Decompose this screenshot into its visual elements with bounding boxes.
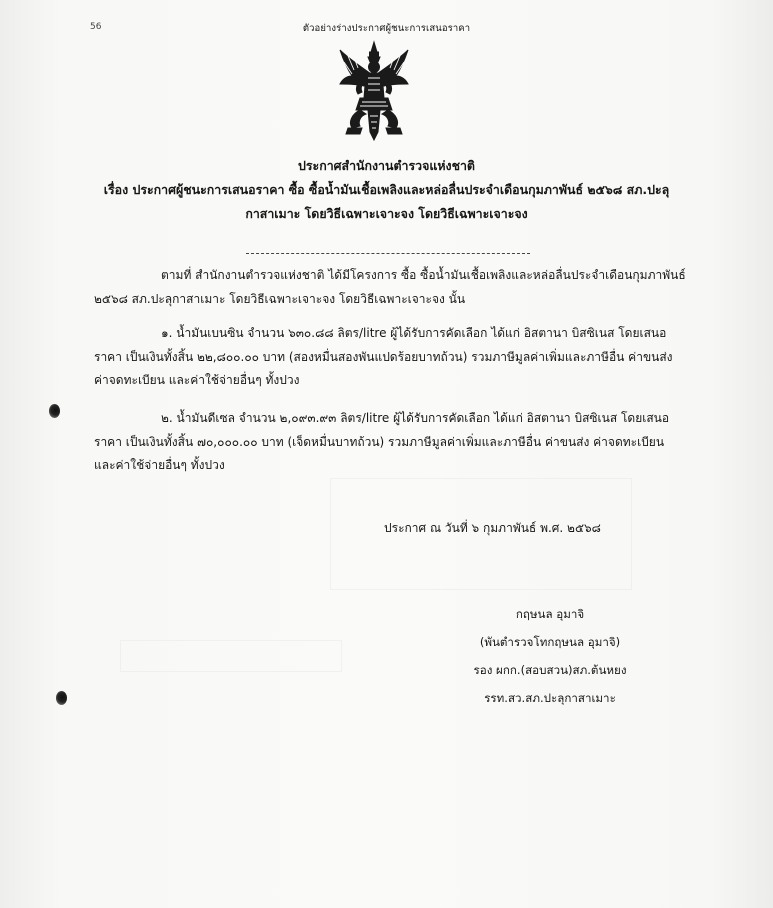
intro-paragraph (94, 264, 686, 311)
title-line: เรื่อง ประกาศผู้ชนะการเสนอราคา ซื้อ ซื้อน้ำมันเชื้อเพลิงและหล่อลื่นประจำเดือนกุมภาพันธ์ ๒๕๖๘ สภ.ปะลุ (103, 182, 670, 197)
divider-line (246, 253, 530, 254)
signature-block (420, 600, 680, 712)
paragraph-line: ๑. น้ำมันเบนซิน จำนวน ๖๓๐.๘๘ ลิตร/litre ผู้ได้รับการคัดเลือก ได้แก่ อิสตานา บิสซิเนส โดยเสนอ (161, 326, 667, 340)
paragraph-line: ราคา เป็นเงินทั้งสิ้น ๒๒,๘๐๐.๐๐ บาท (สองหมื่นสองพันแปดร้อยบาทถ้วน) รวมภาษีมูลค่าเพิ่มและภาษีอื่น ค่าขนส่ง (94, 349, 673, 364)
punch-hole (49, 404, 60, 418)
show-through-box (120, 640, 342, 672)
page-number: 56 (90, 22, 102, 32)
award-item-1 (94, 322, 673, 393)
paragraph-line: ค่าจดทะเบียน และค่าใช้จ่ายอื่นๆ ทั้งปวง (94, 373, 300, 387)
award-item-2 (94, 407, 669, 478)
signer-position: รอง ผกก.(สอบสวน)สภ.ต้นหยง (473, 663, 627, 677)
paragraph-line: ๒. น้ำมันดีเซล จำนวน ๒,๐๙๓.๙๓ ลิตร/litre ผู้ได้รับการคัดเลือก ได้แก่ อิสตานา บิสซิเนส โดยเสนอ (161, 411, 670, 425)
paragraph-line: ๒๕๖๘ สภ.ปะลุกาสาเมาะ โดยวิธีเฉพาะเจาะจง โดยวิธีเฉพาะเจาะจง นั้น (94, 291, 466, 306)
header-note: ตัวอย่างร่างประกาศผู้ชนะการเสนอราคา (302, 23, 471, 34)
signer-full-title: (พันตำรวจโทกฤษนล อุมาจิ) (479, 635, 621, 649)
paragraph-line: ตามที่ สำนักงานตำรวจแห่งชาติ ได้มีโครงการ ซื้อ ซื้อน้ำมันเชื้อเพลิงและหล่อลื่นประจำเดือนกุมภาพันธ์ (161, 268, 686, 282)
signer-acting-position: รรท.สว.สภ.ปะลุกาสาเมาะ (484, 691, 616, 705)
signer-name: กฤษนล อุมาจิ (515, 607, 585, 621)
punch-hole (56, 691, 67, 705)
announcement-date: ประกาศ ณ วันที่ ๖ กุมภาพันธ์ พ.ศ. ๒๕๖๘ (384, 521, 601, 535)
garuda-emblem-icon (338, 40, 410, 150)
title-block (60, 154, 713, 226)
title-line: ประกาศสำนักงานตำรวจแห่งชาติ (298, 158, 475, 173)
title-line: กาสาเมาะ โดยวิธีเฉพาะเจาะจง โดยวิธีเฉพาะเจาะจง (245, 206, 528, 221)
paragraph-line: และค่าใช้จ่ายอื่นๆ ทั้งปวง (94, 458, 225, 472)
paragraph-line: ราคา เป็นเงินทั้งสิ้น ๗๐,๐๐๐.๐๐ บาท (เจ็ดหมื่นบาทถ้วน) รวมภาษีมูลค่าเพิ่มและภาษีอื่น ค่าขนส่ง ค่าจดทะเบียน (94, 434, 665, 449)
